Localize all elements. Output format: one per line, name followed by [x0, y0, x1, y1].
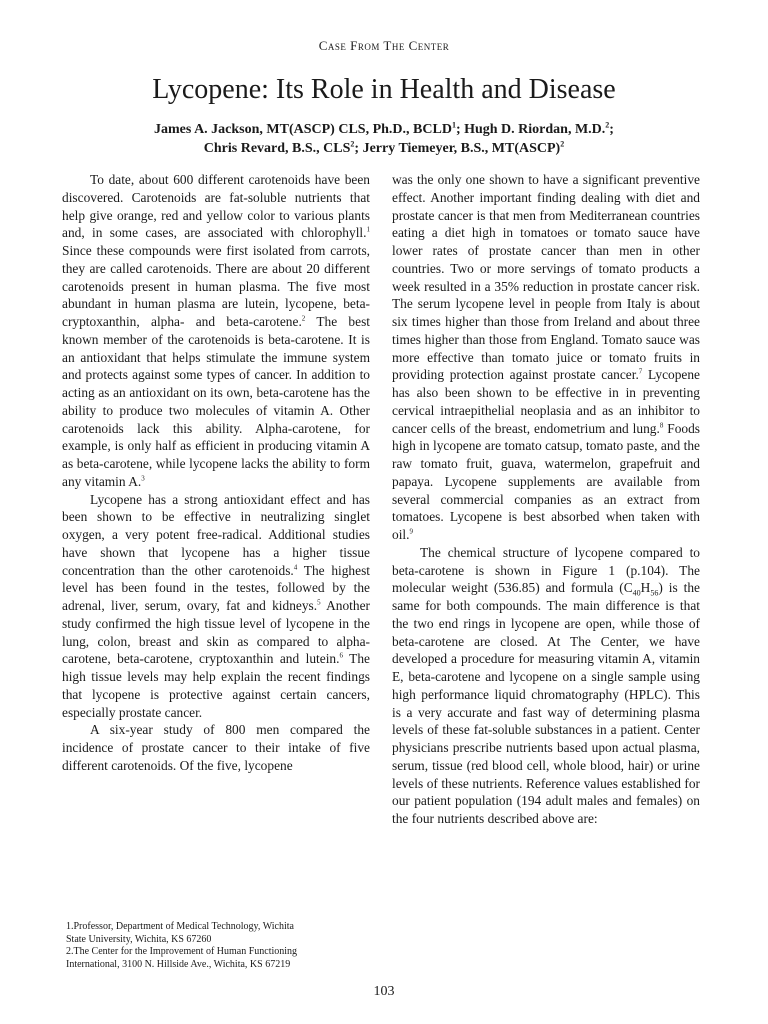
reference-marker: 3 — [141, 474, 145, 483]
paragraph-text: To date, about 600 different carotenoids have been discovered. Carotenoids are fat-soluble nutrients that help give orange, red and yellow color to various plants and, in some cases, are associated with chlorophyll. — [62, 172, 370, 241]
paragraph — [392, 544, 700, 828]
paragraph-text: A six-year study of 800 men compared the incidence of prostate cancer to their intake of five different carotenoids. Of the five, lycopene — [62, 722, 370, 773]
body-column-right — [392, 171, 700, 828]
paragraph-text: Foods high in lycopene are tomato catsup, tomato paste, and the raw tomato fruit, guava, watermelon, grapefruit and papaya. Lycopene supplements are available from several commercial companies as an extract from tomatoes. Lycopene is best absorbed when taken with oil. — [392, 420, 701, 542]
affiliation-marker: 2 — [560, 139, 565, 149]
reference-marker: 9 — [409, 527, 413, 536]
reference-marker: 6 — [339, 651, 343, 660]
footnote-line: 2.The Center for the Improvement of Human Functioning — [66, 946, 298, 957]
paragraph — [392, 171, 700, 544]
author-name: ; Hugh D. Riordan, M.D. — [455, 122, 606, 137]
author-line-1 — [40, 120, 728, 139]
formula-text: H — [640, 580, 651, 596]
section-kicker: Case From The Center — [318, 38, 450, 53]
affiliation-marker: 2 — [350, 139, 355, 149]
paragraph — [62, 721, 370, 774]
article-title: Lycopene: Its Role in Health and Disease — [152, 74, 616, 105]
paragraph-text: The highest level has been found in the testes, followed by the adrenal, liver, serum, ovary, fat and kidneys. — [62, 562, 370, 613]
formula-subscript: 56 — [650, 588, 659, 598]
paragraph-text: Lycopene has a strong antioxidant effect and has been shown to be effective in neutralizing singlet oxygen, a very potent free-radical. Additional studies have shown that lycopene has a higher tissue concentration than the other carotenoids. — [62, 491, 370, 578]
author-list — [40, 120, 728, 158]
paragraph-text: Since these compounds were first isolated from carrots, they are called carotenoids. There are about 20 different carotenoids present in human plasma. The five most abundant in human plasma are lutein, lycopene, beta-cryptoxanthin, alpha- and beta-carotene. — [62, 243, 370, 329]
author-name: Chris Revard, B.S., CLS — [203, 141, 351, 156]
footnotes — [66, 921, 386, 971]
author-line-2 — [40, 139, 728, 158]
paragraph — [62, 171, 370, 491]
paragraph-text: Lycopene has also been shown to be effective in in preventing cervical intraepithelial neoplasia and as an inhibitor to cancer cells of the breast, endometrium and lung. — [392, 367, 700, 436]
paragraph-text: The chemical structure of lycopene compared to beta-carotene is shown in Figure 1 (p.104). The molecular weight (536.85) and formula (C — [392, 544, 700, 596]
footnote-line: State University, Wichita, KS 67260 — [66, 933, 212, 945]
page-number: 103 — [373, 984, 395, 999]
reference-marker: 8 — [659, 421, 664, 430]
footnote-line: International, 3100 N. Hillside Ave., Wichita, KS 67219 — [66, 958, 291, 970]
paragraph-text: The high tissue levels may help explain the recent findings that lycopene is protective against certain cancers, especially prostate cancer. — [62, 651, 370, 720]
reference-marker: 4 — [293, 563, 298, 572]
footnote-line: 1.Professor, Department of Medical Technology, Wichita — [66, 921, 294, 932]
author-separator: ; — [609, 122, 614, 137]
reference-marker: 5 — [317, 598, 321, 607]
paragraph — [62, 491, 370, 722]
paragraph-text: was the only one shown to have a significant preventive effect. Another important finding dealing with diet and prostate cancer is that men from Mediterranean countries eating a diet high in tomatoes or tomato sauce have lower rates of prostate cancer than men in other countries. Two or more servings of tomato products a week resulted in a 35% reduction in prostate cancer risk. The serum lycopene level in people from Italy is about six times higher than those from Ireland and about three times higher than those from England. Tomato sauce was more effective than tomato juice or tomato fruits in providing protection against prostate cancer. — [392, 172, 700, 383]
author-name: ; Jerry Tiemeyer, B.S., MT(ASCP) — [354, 141, 561, 156]
body-column-left — [62, 171, 370, 775]
author-name: James A. Jackson, MT(ASCP) CLS, Ph.D., BCLD — [154, 122, 452, 137]
formula-subscript: 40 — [632, 588, 641, 598]
reference-marker: 2 — [301, 314, 306, 323]
paragraph-text: The best known member of the carotenoids is beta-carotene. It is an antioxidant that helps stimulate the immune system and protects against some types of cancer. In addition to acting as an antioxidant on its own, beta-carotene has the ability to produce two molecules of vitamin A. Other carotenoids lack this ability. Alpha-carotene, for example, is only half as efficient in producing vitamin A as beta-carotene, while lycopene lacks the ability to form any vitamin A. — [62, 314, 370, 489]
reference-marker: 1 — [366, 225, 370, 234]
paragraph-text: Another study confirmed the high tissue level of lycopene in the lung, colon, breast and skin as compared to alpha-carotene, beta-carotene, cryptoxanthin and lutein. — [62, 598, 370, 667]
affiliation-marker: 2 — [605, 120, 610, 130]
affiliation-marker: 1 — [451, 120, 456, 130]
paragraph-text: ) is the same for both compounds. The main difference is that the two end rings in lycopene are open, while those of beta-carotene are closed. At The Center, we have developed a procedure for measuring vitamin A, vitamin E, beta-carotene and lycopene on a single sample using high performance liquid chromatography (HPLC). This is a very accurate and fast way of determining plasma levels of these fat-soluble substances in a patient. Center physicians prescribe nutrients based upon actual plasma, serum, tissue (red blood cell, whole blood, hair) or urine levels of these nutrients. Reference values established for our patient population (194 adult males and females) on the four nutrients described above are: — [392, 580, 701, 826]
reference-marker: 7 — [638, 367, 643, 376]
